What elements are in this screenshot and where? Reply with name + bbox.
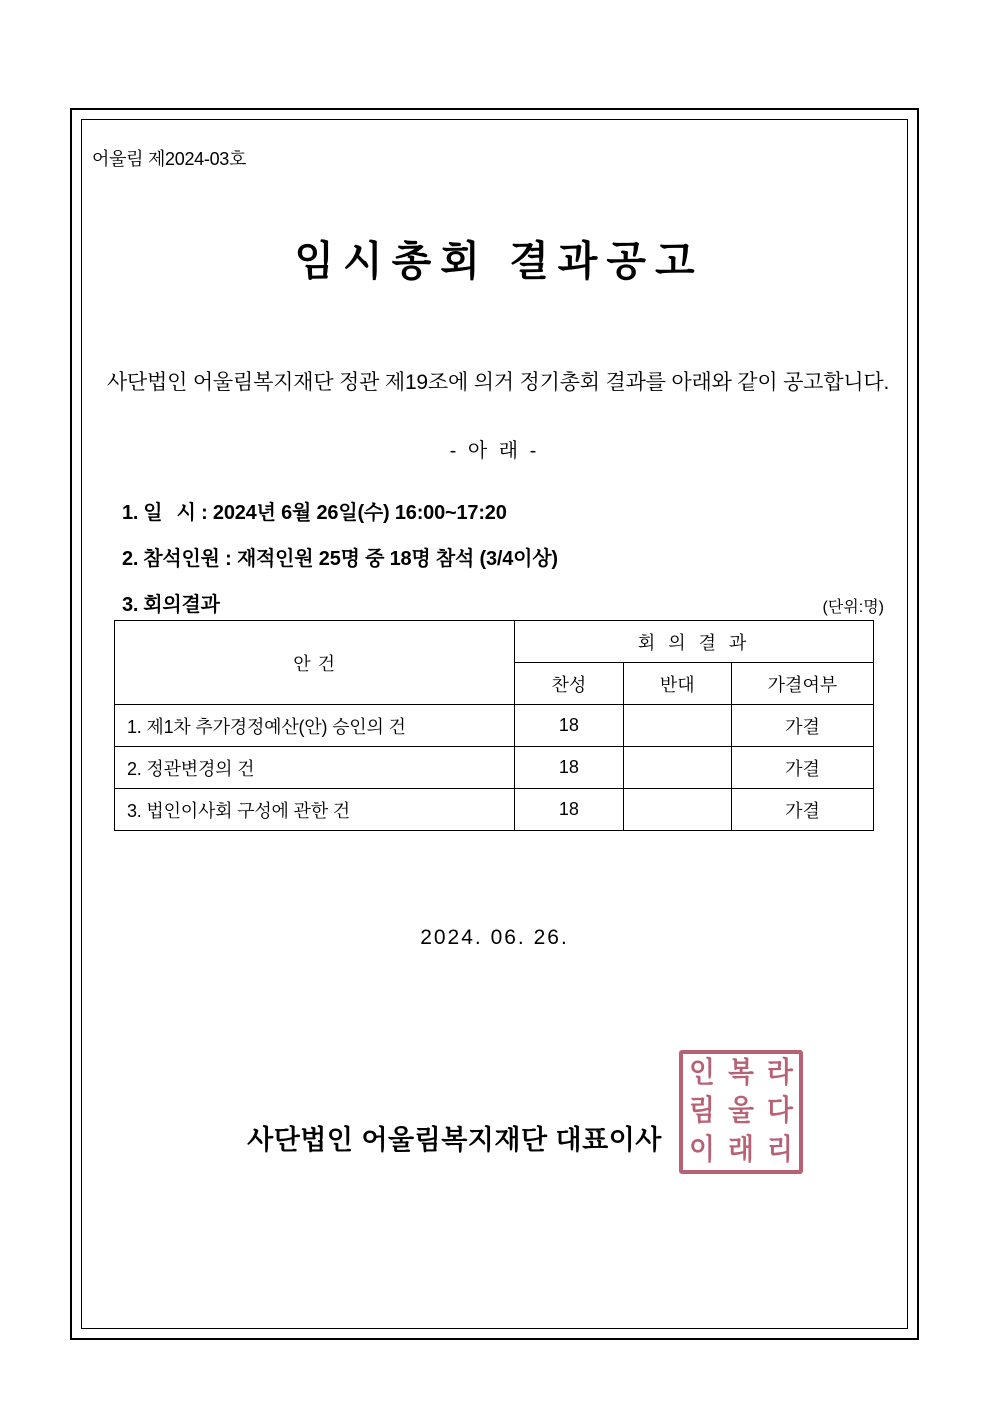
item-number-1: 1. — [122, 502, 139, 524]
cell-passed-3: 가결 — [731, 789, 873, 831]
column-header-no: 반대 — [623, 663, 731, 705]
column-header-passed: 가결여부 — [731, 663, 873, 705]
table-row — [115, 705, 874, 747]
seal-char-4: 림 — [689, 1095, 716, 1128]
meeting-result-table — [114, 620, 874, 831]
arae-label: - 아 래 - — [449, 440, 540, 462]
seal-char-2: 복 — [728, 1056, 754, 1089]
seal-char-9: 리 — [766, 1134, 793, 1167]
item-label-2: 참석인원 — [143, 548, 220, 570]
unit-note: (단위:명) — [822, 599, 884, 616]
list-item-datetime — [122, 496, 507, 525]
cell-yes-3: 18 — [515, 789, 623, 831]
cell-no-1 — [623, 705, 731, 747]
item-value-1: : 2024년 6월 26일(수) 16:00~17:20 — [201, 502, 507, 524]
page-title: 임시총회 결과공고 — [294, 238, 704, 284]
item-label-1: 일 — [143, 502, 177, 524]
seal-char-8: 래 — [728, 1134, 754, 1167]
table-row — [115, 747, 874, 789]
seal-char-6: 다 — [766, 1095, 793, 1128]
document-content — [92, 108, 897, 1340]
cell-no-3 — [623, 789, 731, 831]
cell-agenda-3: 3. 법인이사회 구성에 관한 건 — [115, 789, 515, 831]
table-row — [115, 789, 874, 831]
item-label-tail-1: 시 — [176, 502, 196, 524]
list-item-attendance — [122, 542, 558, 571]
seal-char-7: 이 — [689, 1134, 716, 1167]
column-header-agenda: 안 건 — [115, 621, 515, 705]
column-header-result-group: 회 의 결 과 — [515, 621, 874, 663]
cell-passed-2: 가결 — [731, 747, 873, 789]
intro-paragraph: 사단법인 어울림복지재단 정관 제19조에 의거 정기총회 결과를 아래와 같이 공고합니다. — [106, 371, 890, 394]
cell-yes-1: 18 — [515, 705, 623, 747]
document-number: 어울림 제2024-03호 — [92, 149, 247, 169]
seal-char-3: 라 — [766, 1056, 793, 1089]
cell-agenda-2: 2. 정관변경의 건 — [115, 747, 515, 789]
list-item-results — [122, 588, 220, 617]
table-header-row-1 — [115, 621, 874, 663]
seal-char-5: 울 — [728, 1095, 754, 1128]
cell-yes-2: 18 — [515, 747, 623, 789]
cell-no-2 — [623, 747, 731, 789]
cell-passed-1: 가결 — [731, 705, 873, 747]
item-number-3: 3. — [122, 594, 139, 616]
signature-line: 사단법인 어울림복지재단 대표이사 — [247, 1125, 662, 1155]
column-header-yes: 찬성 — [515, 663, 623, 705]
seal-char-1: 인 — [689, 1056, 716, 1089]
item-number-2: 2. — [122, 548, 139, 570]
cell-agenda-1: 1. 제1차 추가경정예산(안) 승인의 건 — [115, 705, 515, 747]
item-value-2: : 재적인원 25명 중 18명 참석 (3/4이상) — [225, 548, 558, 570]
issue-date: 2024. 06. 26. — [420, 926, 569, 949]
seal-stamp-icon — [679, 1050, 803, 1174]
item-label-3: 회의결과 — [143, 594, 220, 616]
